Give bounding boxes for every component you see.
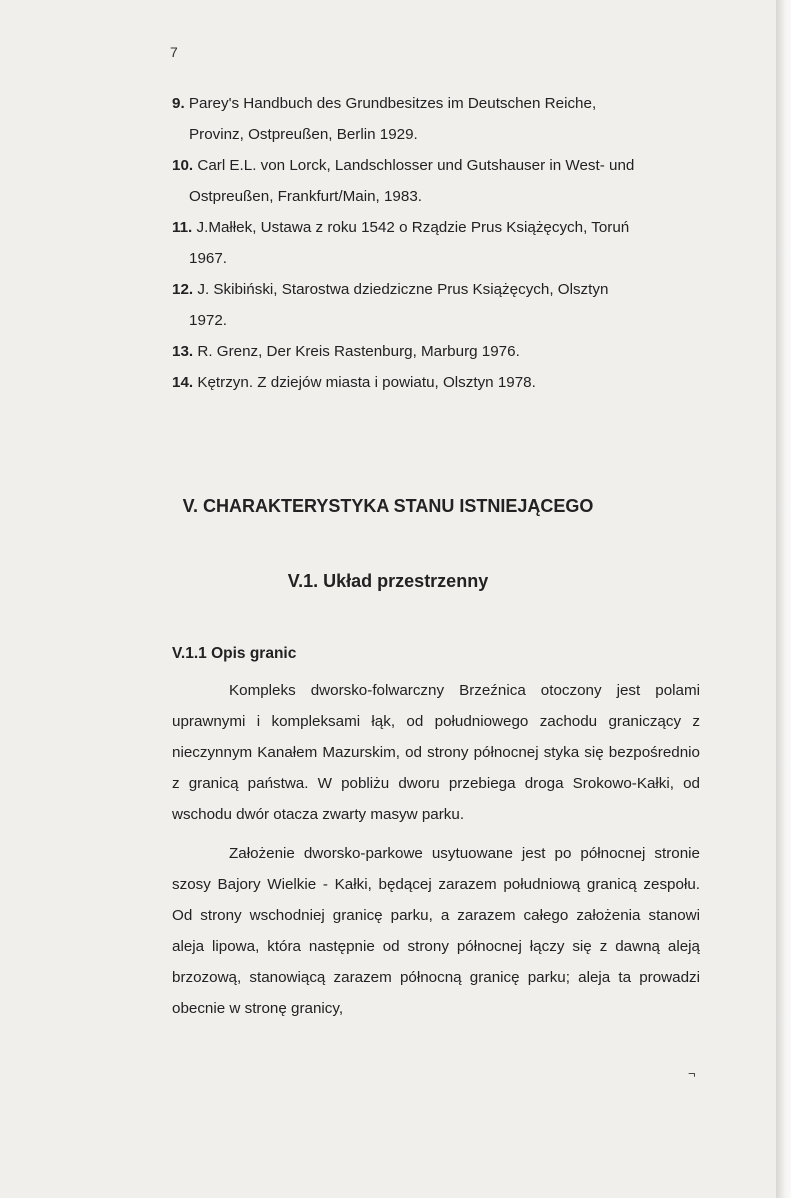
- reference-text-continued: Ostpreußen, Frankfurt/Main, 1983.: [189, 188, 422, 205]
- reference-item: [172, 336, 700, 367]
- reference-number: 10.: [172, 157, 194, 174]
- reference-number: 11.: [172, 219, 193, 236]
- reference-text-continued: 1967.: [189, 250, 228, 267]
- subsubsection-heading: V.1.1 Opis granic: [172, 645, 297, 662]
- body-text: [172, 675, 700, 1032]
- page-number: 7: [170, 44, 178, 60]
- page-edge: [776, 0, 791, 1198]
- footer-mark: ¬: [688, 1066, 696, 1081]
- reference-number: 9.: [172, 95, 185, 112]
- reference-text: R. Grenz, Der Kreis Rastenburg, Marburg 1976.: [193, 343, 520, 360]
- reference-item: [172, 88, 700, 150]
- reference-number: 13.: [172, 343, 194, 360]
- reference-list: [172, 88, 700, 398]
- reference-text: Parey's Handbuch des Grundbesitzes im Deutschen Reiche,: [184, 95, 597, 112]
- subsection-heading: V.1. Układ przestrzenny: [287, 571, 489, 591]
- reference-text: Kętrzyn. Z dziejów miasta i powiatu, Olsztyn 1978.: [193, 374, 536, 391]
- reference-text-continued: 1972.: [189, 312, 228, 329]
- reference-text: J. Skibiński, Starostwa dziedziczne Prus Książęcych, Olsztyn: [193, 281, 609, 298]
- reference-text: Carl E.L. von Lorck, Landschlosser und Gutshauser in West- und: [193, 157, 635, 174]
- reference-item: [172, 274, 700, 336]
- section-heading: V. CHARAKTERYSTYKA STANU ISTNIEJĄCEGO: [182, 496, 594, 516]
- reference-number: 12.: [172, 281, 194, 298]
- paragraph: Kompleks dworsko-folwarczny Brzeźnica otoczony jest polami uprawnymi i kompleksami łąk, od południowego zachodu graniczący z nieczynnym Kanałem Mazurskim, od strony północnej styka się bezpośrednio z granicą państwa. W pobliżu dworu przebiega droga Srokowo-Kałki, od wschodu dwór otacza zwarty masyw parku.: [172, 682, 700, 823]
- reference-item: [172, 150, 700, 212]
- reference-text-continued: Provinz, Ostpreußen, Berlin 1929.: [189, 126, 418, 143]
- reference-item: [172, 212, 700, 274]
- reference-number: 14.: [172, 374, 194, 391]
- paragraph: Założenie dworsko-parkowe usytuowane jest po północnej stronie szosy Bajory Wielkie - Kałki, będącej zarazem południową granicą zespołu. Od strony wschodniej granicę parku, a zarazem całego założenia stanowi aleja lipowa, która następnie od strony północnej łączy się z dawną aleją brzozową, stanowiącą zarazem północną granicę parku; aleja ta prowadzi obecnie w stronę granicy,: [172, 845, 700, 1017]
- reference-item: [172, 367, 700, 398]
- reference-text: J.Małłek, Ustawa z roku 1542 o Rządzie Prus Książęcych, Toruń: [192, 219, 630, 236]
